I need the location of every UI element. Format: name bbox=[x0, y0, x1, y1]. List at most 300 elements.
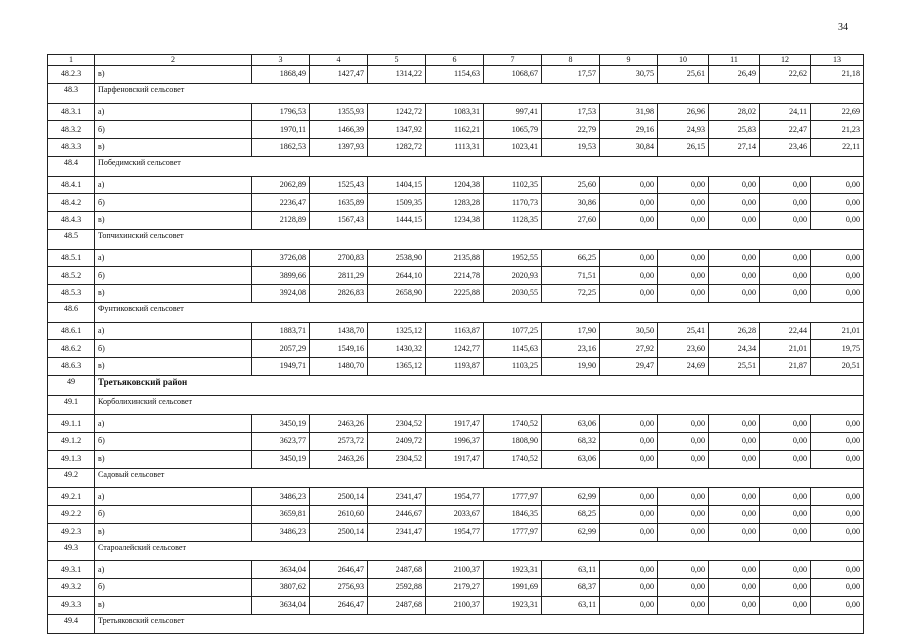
row-code: 49.2.3 bbox=[48, 523, 95, 541]
value-cell: 1325,12 bbox=[368, 322, 426, 340]
value-cell: 0,00 bbox=[760, 579, 811, 597]
value-cell: 24,34 bbox=[709, 340, 760, 358]
row-option-label: а) bbox=[95, 249, 252, 267]
row-option-label: а) bbox=[95, 561, 252, 579]
value-cell: 2100,37 bbox=[426, 596, 484, 614]
value-cell: 2463,26 bbox=[310, 415, 368, 433]
value-cell: 17,57 bbox=[542, 66, 600, 84]
row-option-label: в) bbox=[95, 139, 252, 157]
table-row bbox=[48, 139, 864, 157]
value-cell: 2463,26 bbox=[310, 450, 368, 468]
row-code: 48.2.3 bbox=[48, 66, 95, 84]
section-row bbox=[48, 468, 864, 488]
column-number-cell: 9 bbox=[600, 55, 658, 66]
column-number-cell: 11 bbox=[709, 55, 760, 66]
value-cell: 1923,31 bbox=[484, 596, 542, 614]
row-option-label: а) bbox=[95, 103, 252, 121]
section-code: 49.4 bbox=[48, 614, 95, 634]
value-cell: 2128,89 bbox=[252, 212, 310, 230]
value-cell: 22,79 bbox=[542, 121, 600, 139]
value-cell: 0,00 bbox=[709, 194, 760, 212]
value-cell: 1480,70 bbox=[310, 358, 368, 376]
value-cell: 0,00 bbox=[709, 212, 760, 230]
value-cell: 0,00 bbox=[658, 450, 709, 468]
row-option-label: а) bbox=[95, 176, 252, 194]
value-cell: 0,00 bbox=[709, 450, 760, 468]
value-cell: 2811,29 bbox=[310, 267, 368, 285]
value-cell: 0,00 bbox=[760, 176, 811, 194]
value-cell: 19,53 bbox=[542, 139, 600, 157]
row-code: 48.3.2 bbox=[48, 121, 95, 139]
value-cell: 0,00 bbox=[760, 488, 811, 506]
value-cell: 0,00 bbox=[811, 579, 864, 597]
table-row bbox=[48, 285, 864, 303]
value-cell: 3807,62 bbox=[252, 579, 310, 597]
district-code: 49 bbox=[48, 375, 95, 395]
row-code: 48.3.1 bbox=[48, 103, 95, 121]
column-number-cell: 7 bbox=[484, 55, 542, 66]
value-cell: 3924,08 bbox=[252, 285, 310, 303]
row-code: 49.2.1 bbox=[48, 488, 95, 506]
value-cell: 0,00 bbox=[600, 176, 658, 194]
value-cell: 1128,35 bbox=[484, 212, 542, 230]
value-cell: 0,00 bbox=[811, 267, 864, 285]
value-cell: 20,51 bbox=[811, 358, 864, 376]
value-cell: 2756,93 bbox=[310, 579, 368, 597]
value-cell: 0,00 bbox=[658, 596, 709, 614]
value-cell: 1740,52 bbox=[484, 415, 542, 433]
value-cell: 0,00 bbox=[600, 194, 658, 212]
value-cell: 17,90 bbox=[542, 322, 600, 340]
value-cell: 23,16 bbox=[542, 340, 600, 358]
value-cell: 1397,93 bbox=[310, 139, 368, 157]
value-cell: 2057,29 bbox=[252, 340, 310, 358]
value-cell: 21,18 bbox=[811, 66, 864, 84]
value-cell: 1193,87 bbox=[426, 358, 484, 376]
value-cell: 0,00 bbox=[658, 249, 709, 267]
value-cell: 1952,55 bbox=[484, 249, 542, 267]
value-cell: 1204,38 bbox=[426, 176, 484, 194]
value-cell: 63,06 bbox=[542, 450, 600, 468]
row-option-label: в) bbox=[95, 523, 252, 541]
value-cell: 2700,83 bbox=[310, 249, 368, 267]
tariff-table bbox=[47, 54, 864, 634]
row-option-label: а) bbox=[95, 415, 252, 433]
column-number-cell: 8 bbox=[542, 55, 600, 66]
value-cell: 0,00 bbox=[658, 506, 709, 524]
column-number-cell: 3 bbox=[252, 55, 310, 66]
value-cell: 25,41 bbox=[658, 322, 709, 340]
table-row bbox=[48, 596, 864, 614]
row-code: 48.4.1 bbox=[48, 176, 95, 194]
value-cell: 0,00 bbox=[760, 450, 811, 468]
value-cell: 25,83 bbox=[709, 121, 760, 139]
section-title: Корболихинский сельсовет bbox=[95, 395, 864, 415]
row-code: 48.4.2 bbox=[48, 194, 95, 212]
value-cell: 1234,38 bbox=[426, 212, 484, 230]
column-number-cell: 10 bbox=[658, 55, 709, 66]
value-cell: 1991,69 bbox=[484, 579, 542, 597]
column-number-cell: 1 bbox=[48, 55, 95, 66]
table-row bbox=[48, 488, 864, 506]
table-row bbox=[48, 176, 864, 194]
table-row bbox=[48, 358, 864, 376]
section-code: 48.3 bbox=[48, 83, 95, 103]
section-title: Парфеновский сельсовет bbox=[95, 83, 864, 103]
value-cell: 3899,66 bbox=[252, 267, 310, 285]
value-cell: 0,00 bbox=[760, 506, 811, 524]
value-cell: 0,00 bbox=[600, 561, 658, 579]
value-cell: 24,93 bbox=[658, 121, 709, 139]
value-cell: 1883,71 bbox=[252, 322, 310, 340]
value-cell: 0,00 bbox=[760, 249, 811, 267]
value-cell: 0,00 bbox=[811, 596, 864, 614]
value-cell: 1917,47 bbox=[426, 415, 484, 433]
value-cell: 27,92 bbox=[600, 340, 658, 358]
value-cell: 2304,52 bbox=[368, 450, 426, 468]
value-cell: 0,00 bbox=[760, 194, 811, 212]
value-cell: 0,00 bbox=[600, 579, 658, 597]
value-cell: 1917,47 bbox=[426, 450, 484, 468]
value-cell: 1242,77 bbox=[426, 340, 484, 358]
value-cell: 30,50 bbox=[600, 322, 658, 340]
value-cell: 2341,47 bbox=[368, 488, 426, 506]
value-cell: 21,01 bbox=[760, 340, 811, 358]
value-cell: 0,00 bbox=[600, 488, 658, 506]
value-cell: 1145,63 bbox=[484, 340, 542, 358]
value-cell: 1444,15 bbox=[368, 212, 426, 230]
value-cell: 0,00 bbox=[600, 596, 658, 614]
table-row bbox=[48, 66, 864, 84]
value-cell: 1283,28 bbox=[426, 194, 484, 212]
value-cell: 21,23 bbox=[811, 121, 864, 139]
value-cell: 1740,52 bbox=[484, 450, 542, 468]
value-cell: 1923,31 bbox=[484, 561, 542, 579]
row-option-label: б) bbox=[95, 340, 252, 358]
value-cell: 1113,31 bbox=[426, 139, 484, 157]
value-cell: 0,00 bbox=[760, 523, 811, 541]
value-cell: 0,00 bbox=[658, 176, 709, 194]
value-cell: 1355,93 bbox=[310, 103, 368, 121]
value-cell: 1162,21 bbox=[426, 121, 484, 139]
value-cell: 23,60 bbox=[658, 340, 709, 358]
value-cell: 25,61 bbox=[658, 66, 709, 84]
value-cell: 1846,35 bbox=[484, 506, 542, 524]
value-cell: 1170,73 bbox=[484, 194, 542, 212]
value-cell: 0,00 bbox=[600, 267, 658, 285]
value-cell: 0,00 bbox=[600, 450, 658, 468]
value-cell: 0,00 bbox=[658, 212, 709, 230]
value-cell: 30,75 bbox=[600, 66, 658, 84]
table-row bbox=[48, 249, 864, 267]
value-cell: 0,00 bbox=[811, 415, 864, 433]
value-cell: 2446,67 bbox=[368, 506, 426, 524]
section-row bbox=[48, 156, 864, 176]
row-code: 49.2.2 bbox=[48, 506, 95, 524]
section-row bbox=[48, 83, 864, 103]
table-row bbox=[48, 103, 864, 121]
value-cell: 0,00 bbox=[658, 433, 709, 451]
value-cell: 0,00 bbox=[811, 561, 864, 579]
value-cell: 3659,81 bbox=[252, 506, 310, 524]
page-number: 34 bbox=[838, 22, 848, 33]
column-number-cell: 2 bbox=[95, 55, 252, 66]
value-cell: 1509,35 bbox=[368, 194, 426, 212]
row-option-label: в) bbox=[95, 596, 252, 614]
table-row bbox=[48, 415, 864, 433]
column-number-cell: 12 bbox=[760, 55, 811, 66]
section-code: 48.5 bbox=[48, 229, 95, 249]
value-cell: 1077,25 bbox=[484, 322, 542, 340]
row-code: 48.6.1 bbox=[48, 322, 95, 340]
column-number-cell: 6 bbox=[426, 55, 484, 66]
value-cell: 0,00 bbox=[709, 415, 760, 433]
value-cell: 26,49 bbox=[709, 66, 760, 84]
value-cell: 0,00 bbox=[709, 579, 760, 597]
table-row bbox=[48, 121, 864, 139]
value-cell: 2500,14 bbox=[310, 523, 368, 541]
value-cell: 2538,90 bbox=[368, 249, 426, 267]
row-option-label: б) bbox=[95, 433, 252, 451]
value-cell: 0,00 bbox=[600, 506, 658, 524]
value-cell: 0,00 bbox=[658, 415, 709, 433]
value-cell: 31,98 bbox=[600, 103, 658, 121]
value-cell: 2062,89 bbox=[252, 176, 310, 194]
section-title: Третьяковский сельсовет bbox=[95, 614, 864, 634]
value-cell: 1777,97 bbox=[484, 488, 542, 506]
section-code: 48.6 bbox=[48, 302, 95, 322]
value-cell: 0,00 bbox=[760, 285, 811, 303]
value-cell: 1970,11 bbox=[252, 121, 310, 139]
value-cell: 0,00 bbox=[658, 579, 709, 597]
value-cell: 1466,39 bbox=[310, 121, 368, 139]
row-code: 48.5.3 bbox=[48, 285, 95, 303]
row-code: 49.1.2 bbox=[48, 433, 95, 451]
value-cell: 25,60 bbox=[542, 176, 600, 194]
value-cell: 24,11 bbox=[760, 103, 811, 121]
row-option-label: в) bbox=[95, 285, 252, 303]
value-cell: 2487,68 bbox=[368, 596, 426, 614]
row-option-label: в) bbox=[95, 450, 252, 468]
section-title: Победимский сельсовет bbox=[95, 156, 864, 176]
value-cell: 0,00 bbox=[811, 523, 864, 541]
value-cell: 2236,47 bbox=[252, 194, 310, 212]
section-code: 49.3 bbox=[48, 541, 95, 561]
value-cell: 72,25 bbox=[542, 285, 600, 303]
row-code: 48.5.2 bbox=[48, 267, 95, 285]
value-cell: 28,02 bbox=[709, 103, 760, 121]
value-cell: 63,11 bbox=[542, 596, 600, 614]
value-cell: 1347,92 bbox=[368, 121, 426, 139]
value-cell: 3634,04 bbox=[252, 596, 310, 614]
value-cell: 0,00 bbox=[600, 212, 658, 230]
value-cell: 1282,72 bbox=[368, 139, 426, 157]
table-row bbox=[48, 322, 864, 340]
value-cell: 0,00 bbox=[658, 488, 709, 506]
row-code: 48.6.3 bbox=[48, 358, 95, 376]
section-title: Староалейский сельсовет bbox=[95, 541, 864, 561]
value-cell: 0,00 bbox=[600, 433, 658, 451]
value-cell: 1949,71 bbox=[252, 358, 310, 376]
row-code: 49.1.1 bbox=[48, 415, 95, 433]
table-row bbox=[48, 267, 864, 285]
value-cell: 71,51 bbox=[542, 267, 600, 285]
value-cell: 2135,88 bbox=[426, 249, 484, 267]
value-cell: 2487,68 bbox=[368, 561, 426, 579]
value-cell: 0,00 bbox=[709, 176, 760, 194]
district-row bbox=[48, 375, 864, 395]
value-cell: 0,00 bbox=[600, 415, 658, 433]
section-row bbox=[48, 229, 864, 249]
value-cell: 2573,72 bbox=[310, 433, 368, 451]
value-cell: 0,00 bbox=[709, 249, 760, 267]
value-cell: 1404,15 bbox=[368, 176, 426, 194]
value-cell: 1314,22 bbox=[368, 66, 426, 84]
value-cell: 1103,25 bbox=[484, 358, 542, 376]
value-cell: 2214,78 bbox=[426, 267, 484, 285]
value-cell: 0,00 bbox=[600, 523, 658, 541]
value-cell: 0,00 bbox=[709, 596, 760, 614]
value-cell: 0,00 bbox=[811, 433, 864, 451]
value-cell: 0,00 bbox=[811, 488, 864, 506]
value-cell: 1068,67 bbox=[484, 66, 542, 84]
table-row bbox=[48, 506, 864, 524]
value-cell: 1163,87 bbox=[426, 322, 484, 340]
value-cell: 1567,43 bbox=[310, 212, 368, 230]
value-cell: 3450,19 bbox=[252, 415, 310, 433]
row-option-label: б) bbox=[95, 121, 252, 139]
value-cell: 0,00 bbox=[811, 450, 864, 468]
table-row bbox=[48, 579, 864, 597]
column-number-cell: 5 bbox=[368, 55, 426, 66]
value-cell: 26,15 bbox=[658, 139, 709, 157]
value-cell: 29,16 bbox=[600, 121, 658, 139]
row-code: 49.3.3 bbox=[48, 596, 95, 614]
value-cell: 2610,60 bbox=[310, 506, 368, 524]
table-row bbox=[48, 561, 864, 579]
row-option-label: а) bbox=[95, 488, 252, 506]
value-cell: 0,00 bbox=[760, 267, 811, 285]
column-number-row bbox=[48, 55, 864, 66]
value-cell: 1023,41 bbox=[484, 139, 542, 157]
section-title: Топчихинский сельсовет bbox=[95, 229, 864, 249]
column-number-cell: 13 bbox=[811, 55, 864, 66]
value-cell: 1996,37 bbox=[426, 433, 484, 451]
value-cell: 0,00 bbox=[760, 561, 811, 579]
row-code: 48.4.3 bbox=[48, 212, 95, 230]
row-code: 49.3.2 bbox=[48, 579, 95, 597]
value-cell: 3450,19 bbox=[252, 450, 310, 468]
value-cell: 1549,16 bbox=[310, 340, 368, 358]
value-cell: 2500,14 bbox=[310, 488, 368, 506]
value-cell: 1525,43 bbox=[310, 176, 368, 194]
value-cell: 30,86 bbox=[542, 194, 600, 212]
value-cell: 0,00 bbox=[600, 285, 658, 303]
value-cell: 0,00 bbox=[709, 506, 760, 524]
value-cell: 23,46 bbox=[760, 139, 811, 157]
value-cell: 1242,72 bbox=[368, 103, 426, 121]
row-option-label: а) bbox=[95, 322, 252, 340]
value-cell: 62,99 bbox=[542, 488, 600, 506]
value-cell: 0,00 bbox=[811, 285, 864, 303]
value-cell: 1954,77 bbox=[426, 488, 484, 506]
section-title: Садовый сельсовет bbox=[95, 468, 864, 488]
value-cell: 1862,53 bbox=[252, 139, 310, 157]
row-option-label: б) bbox=[95, 194, 252, 212]
value-cell: 63,06 bbox=[542, 415, 600, 433]
value-cell: 2646,47 bbox=[310, 596, 368, 614]
value-cell: 0,00 bbox=[658, 523, 709, 541]
value-cell: 997,41 bbox=[484, 103, 542, 121]
value-cell: 1430,32 bbox=[368, 340, 426, 358]
column-number-cell: 4 bbox=[310, 55, 368, 66]
value-cell: 1365,12 bbox=[368, 358, 426, 376]
value-cell: 25,51 bbox=[709, 358, 760, 376]
value-cell: 2341,47 bbox=[368, 523, 426, 541]
value-cell: 0,00 bbox=[760, 433, 811, 451]
value-cell: 68,25 bbox=[542, 506, 600, 524]
value-cell: 2100,37 bbox=[426, 561, 484, 579]
value-cell: 3634,04 bbox=[252, 561, 310, 579]
value-cell: 17,53 bbox=[542, 103, 600, 121]
value-cell: 29,47 bbox=[600, 358, 658, 376]
table-row bbox=[48, 194, 864, 212]
value-cell: 1427,47 bbox=[310, 66, 368, 84]
row-option-label: б) bbox=[95, 579, 252, 597]
row-option-label: в) bbox=[95, 212, 252, 230]
value-cell: 24,69 bbox=[658, 358, 709, 376]
value-cell: 21,87 bbox=[760, 358, 811, 376]
value-cell: 1438,70 bbox=[310, 322, 368, 340]
value-cell: 0,00 bbox=[658, 285, 709, 303]
value-cell: 62,99 bbox=[542, 523, 600, 541]
value-cell: 3726,08 bbox=[252, 249, 310, 267]
value-cell: 1868,49 bbox=[252, 66, 310, 84]
value-cell: 68,37 bbox=[542, 579, 600, 597]
table-row bbox=[48, 212, 864, 230]
value-cell: 63,11 bbox=[542, 561, 600, 579]
value-cell: 0,00 bbox=[658, 561, 709, 579]
value-cell: 0,00 bbox=[658, 194, 709, 212]
value-cell: 0,00 bbox=[811, 176, 864, 194]
table-row bbox=[48, 523, 864, 541]
table-row bbox=[48, 433, 864, 451]
value-cell: 0,00 bbox=[709, 488, 760, 506]
value-cell: 0,00 bbox=[760, 415, 811, 433]
value-cell: 27,60 bbox=[542, 212, 600, 230]
row-option-label: в) bbox=[95, 358, 252, 376]
value-cell: 0,00 bbox=[760, 212, 811, 230]
value-cell: 26,96 bbox=[658, 103, 709, 121]
section-title: Фунтиковский сельсовет bbox=[95, 302, 864, 322]
row-code: 49.1.3 bbox=[48, 450, 95, 468]
value-cell: 0,00 bbox=[709, 433, 760, 451]
value-cell: 22,11 bbox=[811, 139, 864, 157]
value-cell: 2225,88 bbox=[426, 285, 484, 303]
value-cell: 0,00 bbox=[811, 212, 864, 230]
table-row bbox=[48, 340, 864, 358]
value-cell: 1777,97 bbox=[484, 523, 542, 541]
section-row bbox=[48, 302, 864, 322]
value-cell: 2033,67 bbox=[426, 506, 484, 524]
value-cell: 2409,72 bbox=[368, 433, 426, 451]
value-cell: 19,90 bbox=[542, 358, 600, 376]
value-cell: 2646,47 bbox=[310, 561, 368, 579]
value-cell: 0,00 bbox=[709, 267, 760, 285]
value-cell: 1954,77 bbox=[426, 523, 484, 541]
value-cell: 1154,63 bbox=[426, 66, 484, 84]
row-option-label: б) bbox=[95, 267, 252, 285]
